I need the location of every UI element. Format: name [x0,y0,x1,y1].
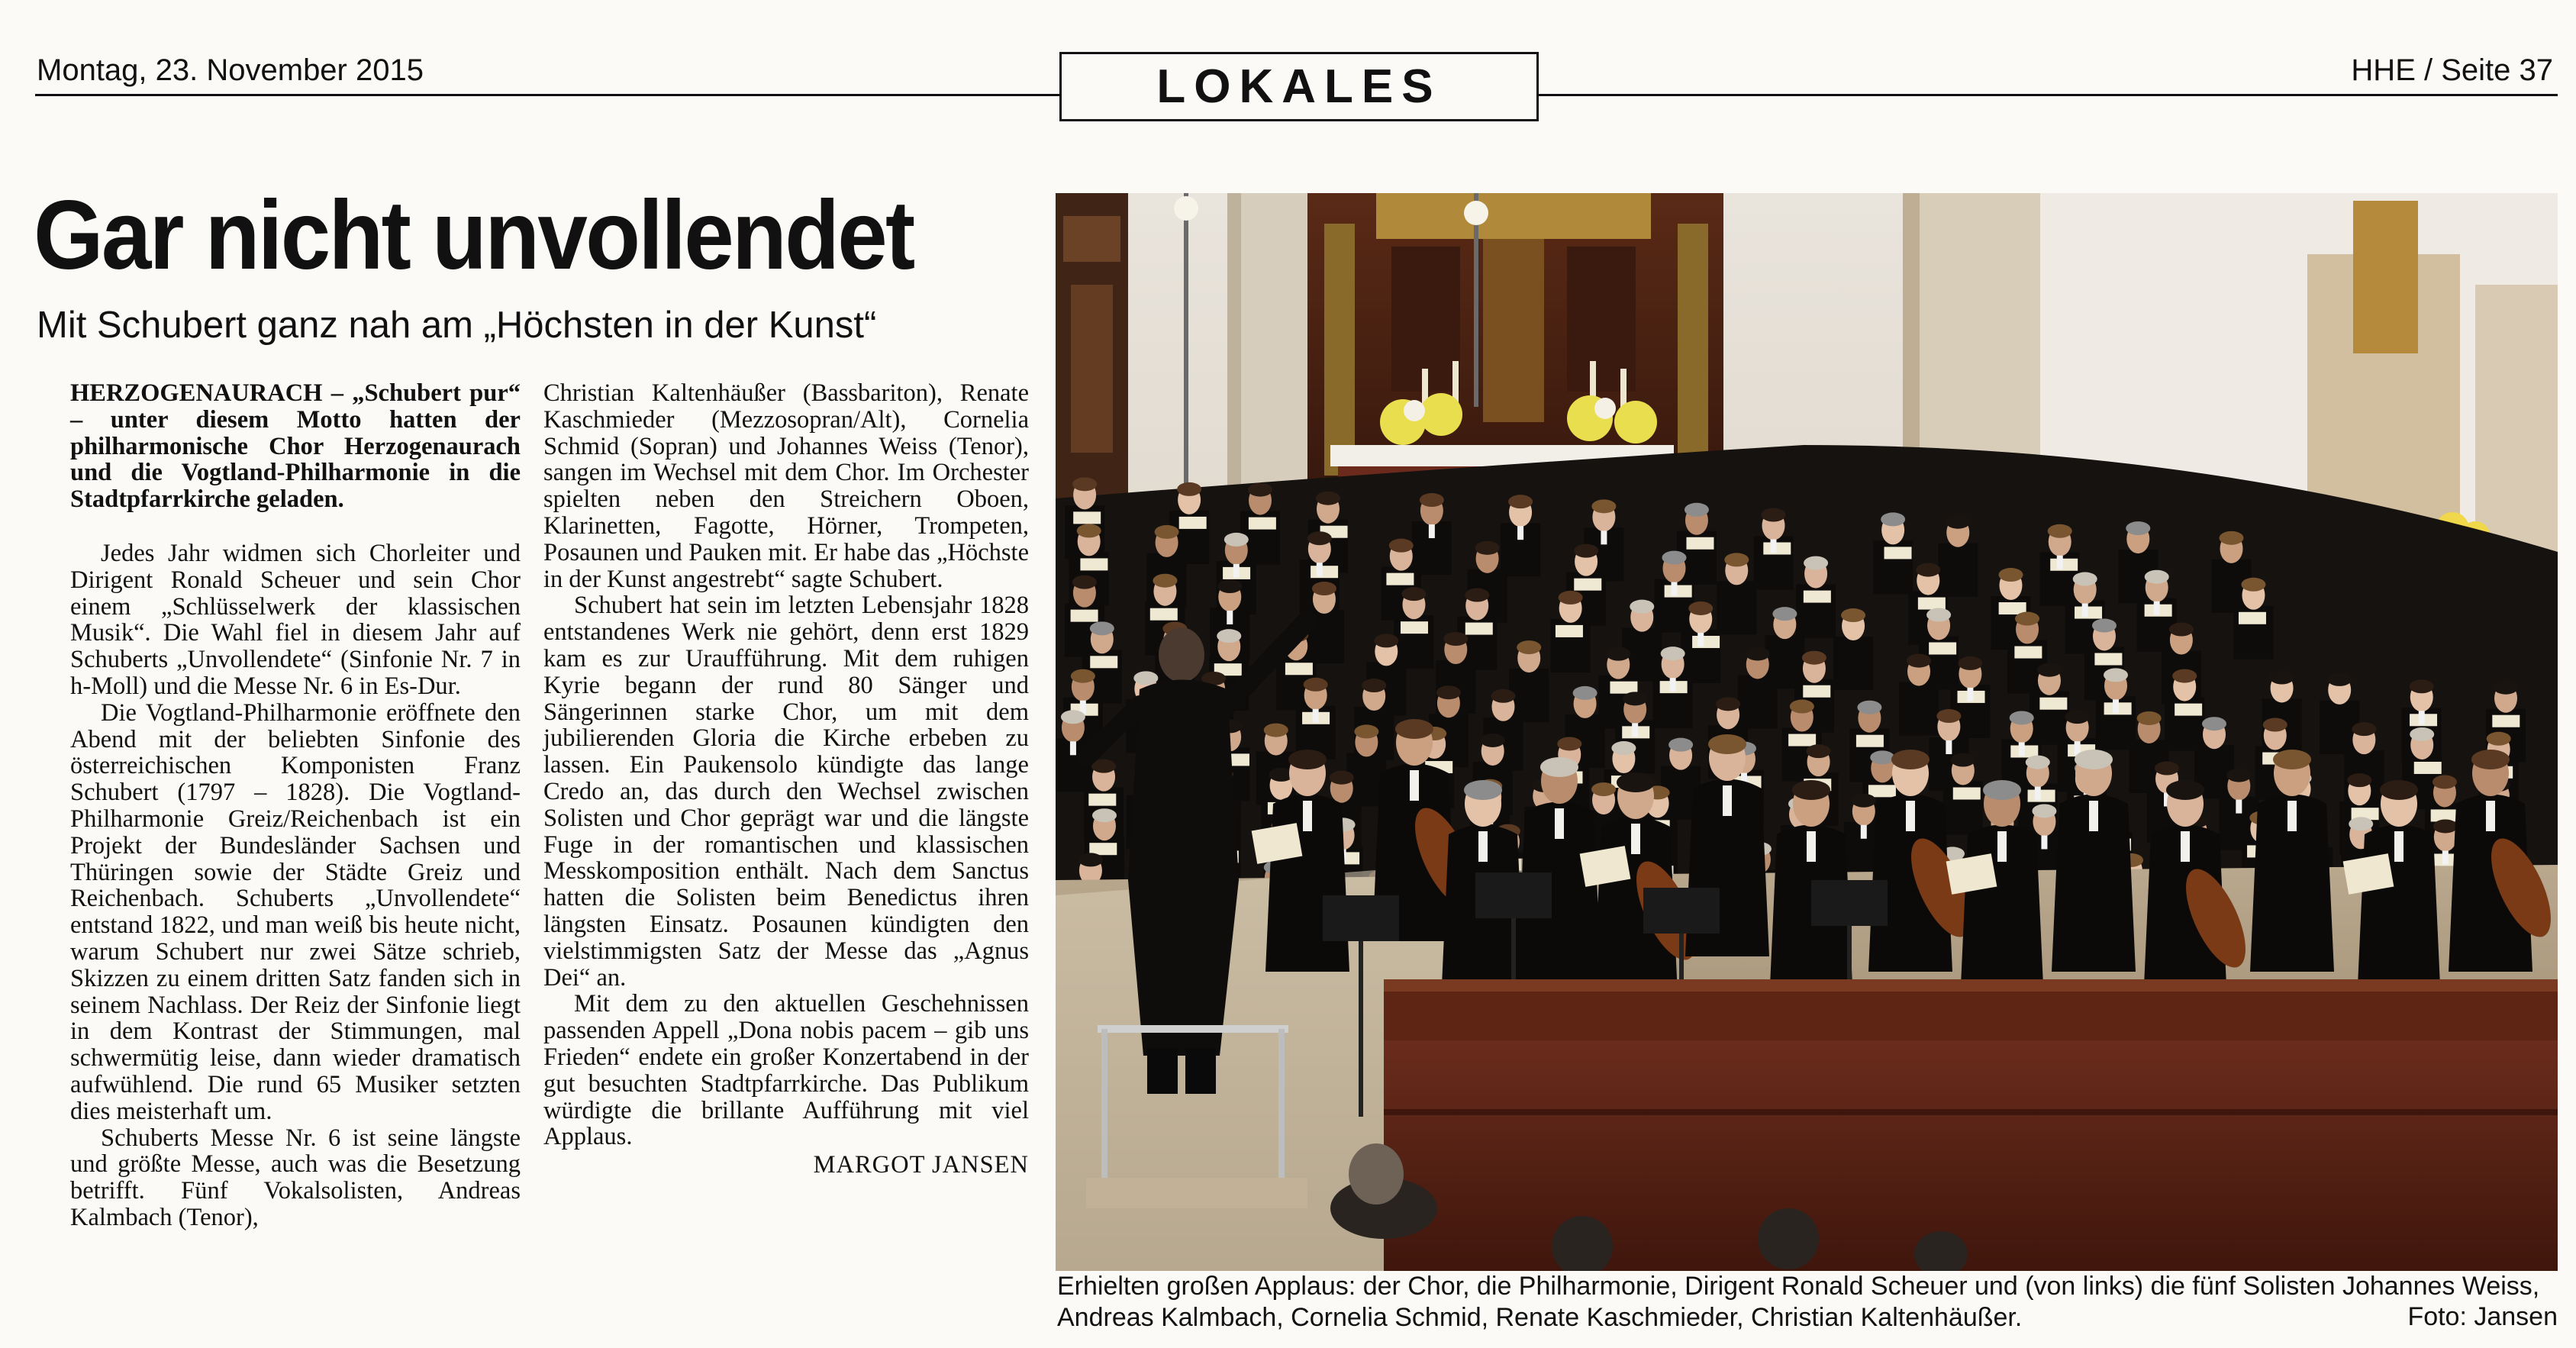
article-paragraph: Die Vogtland-Philharmonie eröffnete den Abend mit der beliebten Sinfonie des österreichischen Komponisten Franz Schubert (1797 – 1828). Die Vogtland-Philharmonie Greiz/Reichenbach ist ein Projekt der Bundesländer Sachsen und Thüringen sowie der Städte Greiz und Reichenbach. Schuberts „Unvollendete“ entstand 1822, und man weiß bis heute nicht, warum Schubert nur zwei Sätze schrieb, Skizzen zu einem dritten Satz fanden sich in seinem Nachlass. Der Reiz der Sinfonie liegt in dem Kontrast der Stimmungen, mal schwermütig leise, dann wieder dramatisch aufwühlend. Die rund 65 Musiker setzten dies meisterhaft um. [70,698,521,1125]
article-headline: Gar nicht unvollendet [34,181,914,290]
section-label-box [1059,52,1539,121]
article-paragraph: Schuberts Messe Nr. 6 ist seine längste und größte Messe, auch was die Besetzung betrifft. Fünf Vokalsolisten, Andreas Kalmbach (Tenor), [70,1124,521,1231]
article-dateline: HERZOGENAURACH – [70,379,343,407]
concert-photo-illustration [1056,193,2558,1271]
masthead-date: Montag, 23. November 2015 [37,53,424,87]
photo-caption: Erhielten großen Applaus: der Chor, die Philharmonie, Dirigent Ronald Scheuer und (von links) die fünf Solisten Johannes Weiss, Andreas Kalmbach, Cornelia Schmid, Renate Kaschmieder, Christian Kaltenhäußer. [1057,1272,2540,1332]
article-subhead: Mit Schubert ganz nah am „Höchsten in der Kunst“ [37,305,877,346]
concert-photo [1056,193,2558,1271]
masthead-page-number: HHE / Seite 37 [2351,53,2553,87]
article-byline: MARGOT JANSEN [813,1151,1029,1179]
article-paragraph: Schubert hat sein im letzten Lebensjahr 1828 entstandenes Werk nie gehört, denn erst 1829 kam es zur Uraufführung. Mit dem ruhigen Kyrie begann der rund 80 Sänger und Sängerinnen starke Chor, um mit dem jubilierenden Gloria die Kirche erbeben zu lassen. Ein Paukensolo kündigte das lange Credo an, das durch den Wechsel zwischen Solisten und Chor geprägt war und die längste Fuge in der romantischen und klassischen Messkomposition enthält. Nach dem Sanctus hatten die Solisten beim Benedictus ihren längsten Einsatz. Posaunen kündigten den vielstimmigsten Satz der Messe das „Agnus Dei“ an. [543,592,1029,992]
article-paragraph: Jedes Jahr widmen sich Chorleiter und Dirigent Ronald Scheuer und sein Chor einem „Schlüsselwerk der klassischen Musik“. Die Wahl fiel in diesem Jahr auf Schuberts „Unvollendete“ (Sinfonie Nr. 7 in h-Moll) und die Messe Nr. 6 in Es-Dur. [70,539,521,700]
article-paragraph: Christian Kaltenhäußer (Bassbariton), Renate Kaschmieder (Mezzosopran/Alt), Cornelia Schmid (Sopran) und Johannes Weiss (Tenor), sangen im Wechsel mit dem Chor. Im Orchester spielten neben den Streichern Oboen, Klarinetten, Fagotte, Hörner, Trompeten, Posaunen und Pauken mit. Er habe das „Höchste in der Kunst angestrebt“ sagte Schubert. [543,379,1029,593]
article-paragraph: Mit dem zu den aktuellen Geschehnissen passenden Appell „Dona nobis pacem – gib uns Frieden“ endete ein großer Konzertabend in der gut besuchten Stadtpfarrkirche. Das Publikum würdigte die brillante Aufführung mit viel Applaus. [543,990,1029,1151]
article-column-2 [543,380,1029,1179]
section-label: LOKALES [1156,60,1442,113]
photo-credit: Foto: Jansen [2407,1302,2558,1331]
article-lead [70,380,521,513]
article-column-1 [70,380,521,1231]
article-lead-text: „Schubert pur“ – unter diesem Motto hatten der philharmonische Chor Herzogenaurach und die Vogtland-Philharmonie in die Stadtpfarrkirche geladen. [70,379,521,514]
